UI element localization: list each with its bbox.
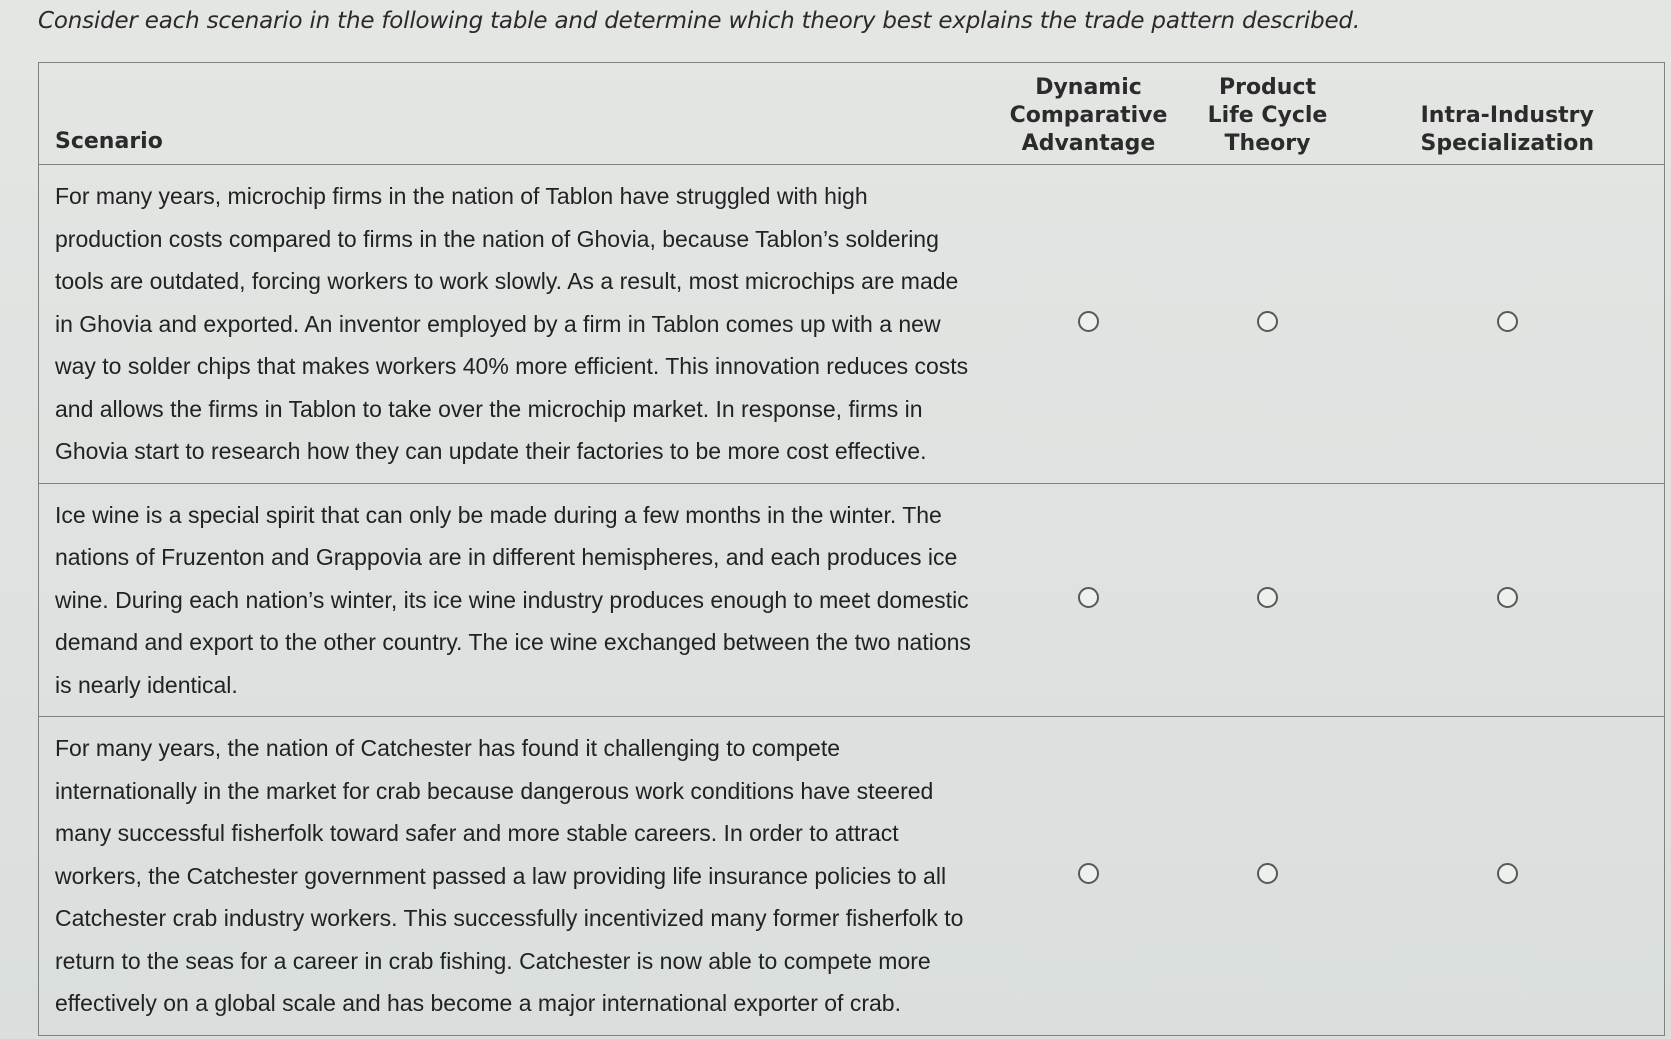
product-life-cycle-theory-header: Product Life Cycle Theory <box>1185 63 1351 165</box>
scenario-text: For many years, microchip firms in the nation of Tablon have struggled with high production costs compared to firms in the nation of Ghovia, because Tablon’s soldering tools are outdated, forcing workers to work slowly. As a result, most microchips are made in Ghovia and exported. An inventor employed by a firm in Tablon comes up with a new way to solder chips that makes workers 40% more efficient. This innovation reduces costs and allows the firms in Tablon to take over the microchip market. In response, firms in Ghovia start to research how they can update their factories to be more cost effective. <box>39 165 993 484</box>
radio-product-life-cycle-theory[interactable] <box>1257 587 1278 608</box>
table-header-row <box>39 63 1665 165</box>
scenario-text: Ice wine is a special spirit that can only be made during a few months in the winter. The nations of Fruzenton and Grappovia are in different hemispheres, and each produces ice wine. During each nation’s winter, its ice wine industry produces enough to meet domestic demand and export to the other country. The ice wine exchanged between the two nations is nearly identical. <box>39 483 993 717</box>
radio-dynamic-comparative-advantage[interactable] <box>1078 587 1099 608</box>
scenario-text: For many years, the nation of Catchester has found it challenging to compete internationally in the market for crab because dangerous work conditions have steered many successful fisherfolk toward safer and more stable careers. In order to attract workers, the Catchester government passed a law providing life insurance policies to all Catchester crab industry workers. This successfully incentivized many former fisherfolk to return to the seas for a career in crab fishing. Catchester is now able to compete more effectively on a global scale and has become a major international exporter of crab. <box>39 717 993 1036</box>
dynamic-comparative-advantage-header: Dynamic Comparative Advantage <box>993 63 1185 165</box>
radio-intra-industry-specialization[interactable] <box>1497 863 1518 884</box>
intra-industry-specialization-header: Intra-Industry Specialization <box>1351 63 1665 165</box>
radio-intra-industry-specialization[interactable] <box>1497 311 1518 332</box>
radio-dynamic-comparative-advantage[interactable] <box>1078 311 1099 332</box>
scenario-column-header: Scenario <box>39 63 993 165</box>
radio-dynamic-comparative-advantage[interactable] <box>1078 863 1099 884</box>
radio-intra-industry-specialization[interactable] <box>1497 587 1518 608</box>
radio-product-life-cycle-theory[interactable] <box>1257 311 1278 332</box>
scenario-table <box>38 62 1665 1036</box>
radio-product-life-cycle-theory[interactable] <box>1257 863 1278 884</box>
table-row <box>39 483 1665 717</box>
instruction-text: Consider each scenario in the following table and determine which theory best explains the trade pattern described. <box>38 8 1360 34</box>
table-row <box>39 717 1665 1036</box>
table-row <box>39 165 1665 484</box>
